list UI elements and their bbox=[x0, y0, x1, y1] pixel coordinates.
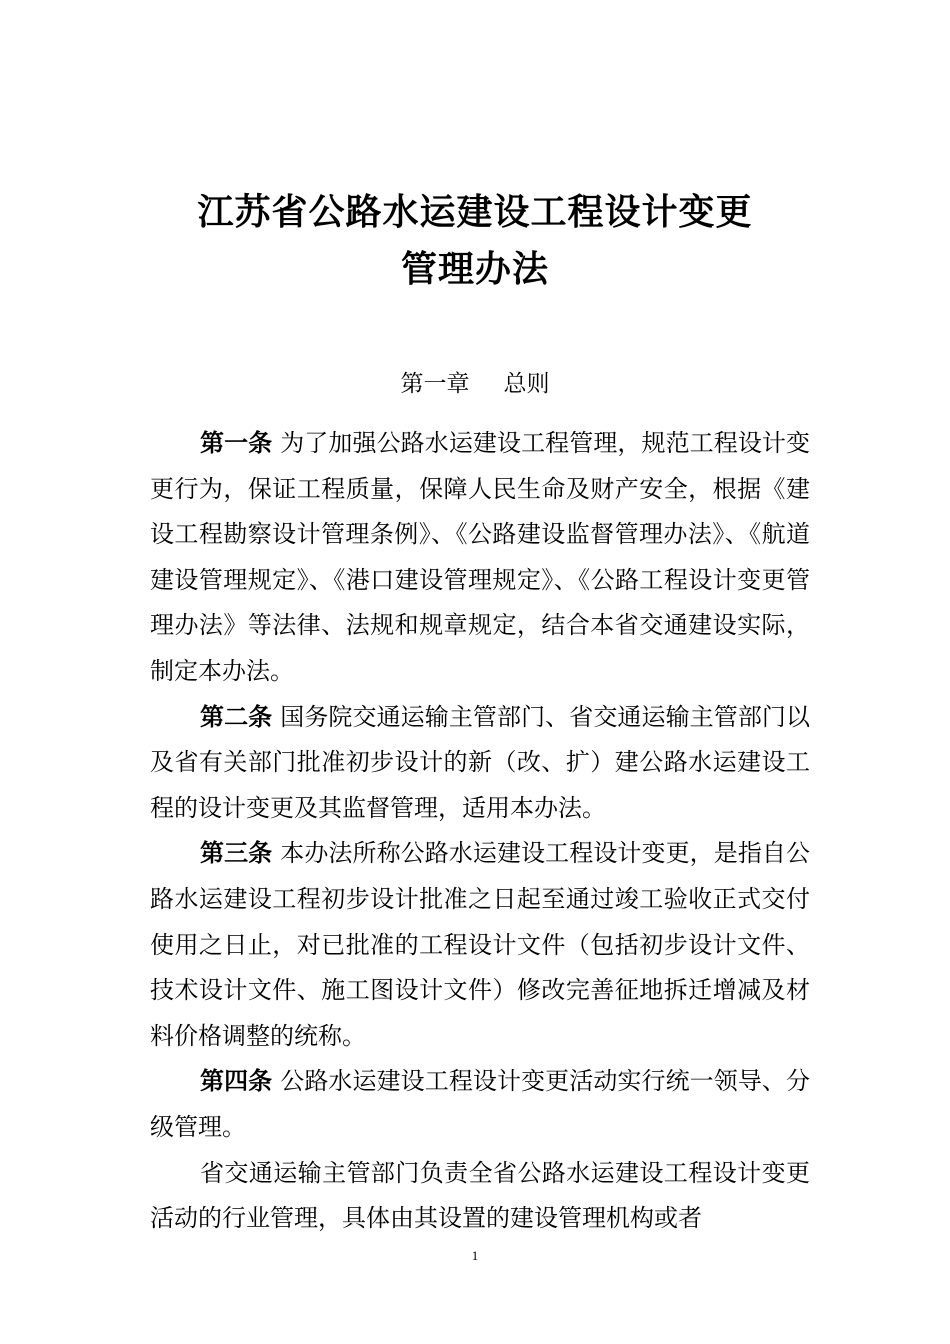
page-number: 1 bbox=[471, 1248, 479, 1263]
body-paragraph: 省交通运输主管部门负责全省公路水运建设工程设计变更活动的行业管理，具体由其设置的建设管理机构或者 bbox=[150, 1158, 810, 1233]
chapter-number: 第一章 bbox=[400, 371, 470, 397]
article-text: 为了加强公路水运建设工程管理，规范工程设计变更行为，保证工程质量，保障人民生命及财产安全，根据《建设工程勘察设计管理条例》、《公路建设监督管理办法》、《航道建设管理规定》、《港口建设管理规定》、《公路工程设计变更管理办法》等法律、法规和规章规定，结合本省交通建设实际，制定本办法。 bbox=[150, 429, 810, 685]
chapter-name: 总则 bbox=[503, 371, 550, 397]
article-paragraph bbox=[150, 1059, 810, 1150]
article-text: 国务院交通运输主管部门、省交通运输主管部门以及省有关部门批准初步设计的新（改、扩）建公路水运建设工程的设计变更及其监督管理，适用本办法。 bbox=[150, 702, 810, 822]
article-text: 公路水运建设工程设计变更活动实行统一领导、分级管理。 bbox=[150, 1067, 810, 1141]
article-heading: 第二条 bbox=[200, 702, 273, 731]
chapter-heading bbox=[0, 366, 950, 402]
article-heading: 第四条 bbox=[200, 1067, 273, 1096]
article-paragraph bbox=[150, 421, 810, 695]
document-title-line-2: 管理办法 bbox=[400, 248, 549, 290]
article-text: 本办法所称公路水运建设工程设计变更，是指自公路水运建设工程初步设计批准之日起至通过竣工验收正式交付使用之日止，对已批准的工程设计文件（包括初步设计文件、技术设计文件、施工图设计文件）修改完善征地拆迁增减及材料价格调整的统称。 bbox=[150, 839, 810, 1050]
document-body bbox=[150, 421, 810, 1242]
article-paragraph bbox=[150, 831, 810, 1059]
article-heading: 第三条 bbox=[200, 839, 273, 868]
article-heading: 第一条 bbox=[200, 429, 273, 457]
document-title-line-1: 江苏省公路水运建设工程设计变更 bbox=[197, 191, 753, 233]
article-paragraph bbox=[150, 695, 810, 832]
